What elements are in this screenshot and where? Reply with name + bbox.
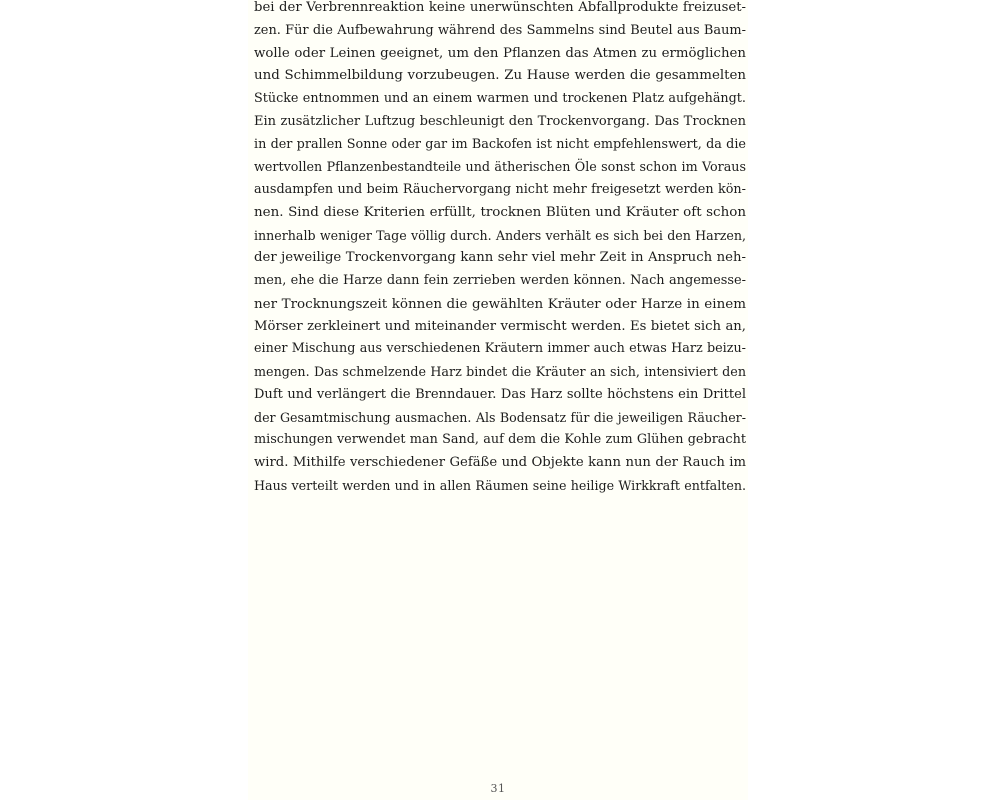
text-line: men, ehe die Harze dann fein zerrieben werden können. Nach angemesse-	[254, 273, 746, 288]
text-line: der jeweilige Trockenvorgang kann sehr viel mehr Zeit in Anspruch neh-	[254, 250, 746, 266]
text-line: wertvollen Pflanzenbestandteile und ätherischen Öle sonst schon im Voraus	[254, 159, 746, 175]
book-page	[248, 0, 748, 800]
text-line: in der prallen Sonne oder gar im Backofen ist nicht empfehlenswert, da die	[254, 136, 746, 152]
text-line: wolle oder Leinen geeignet, um den Pflanzen das Atmen zu ermöglichen	[254, 45, 746, 61]
text-line: zen. Für die Aufbewahrung während des Sammelns sind Beutel aus Baum-	[254, 22, 746, 38]
text-line: nen. Sind diese Kriterien erfüllt, trocknen Blüten und Kräuter oft schon	[254, 204, 746, 220]
text-line: Haus verteilt werden und in allen Räumen seine heilige Wirkkraft entfalten.	[254, 477, 746, 493]
text-line: Duft und verlängert die Brenndauer. Das Harz sollte höchstens ein Drittel	[254, 386, 746, 402]
text-line: bei der Verbrennreaktion keine unerwünschten Abfallprodukte freizuset-	[254, 0, 746, 15]
text-line: der Gesamtmischung ausmachen. Als Bodensatz für die jeweiligen Räucher-	[254, 409, 746, 425]
text-line: und Schimmelbildung vorzubeugen. Zu Hause werden die gesammelten	[254, 68, 746, 84]
text-line: Mörser zerkleinert und miteinander vermischt werden. Es bietet sich an,	[254, 318, 746, 334]
text-line: wird. Mithilfe verschiedener Gefäße und Objekte kann nun der Rauch im	[254, 455, 746, 470]
text-line: innerhalb weniger Tage völlig durch. Anders verhält es sich bei den Harzen,	[254, 227, 746, 243]
text-line: ausdampfen und beim Räuchervorgang nicht mehr freigesetzt werden kön-	[254, 182, 746, 197]
text-line: ner Trocknungszeit können die gewählten Kräuter oder Harze in einem	[254, 295, 746, 312]
body-text	[254, 0, 746, 498]
text-line: mischungen verwendet man Sand, auf dem die Kohle zum Glühen gebracht	[254, 432, 746, 448]
text-line: mengen. Das schmelzende Harz bindet die Kräuter an sich, intensiviert den	[254, 364, 746, 379]
text-line: Ein zusätzlicher Luftzug beschleunigt den Trockenvorgang. Das Trocknen	[254, 113, 746, 129]
text-line: Stücke entnommen und an einem warmen und trockenen Platz aufgehängt.	[254, 91, 746, 106]
text-line: einer Mischung aus verschiedenen Kräutern immer auch etwas Harz beizu-	[254, 341, 746, 357]
page-number: 31	[490, 782, 506, 795]
